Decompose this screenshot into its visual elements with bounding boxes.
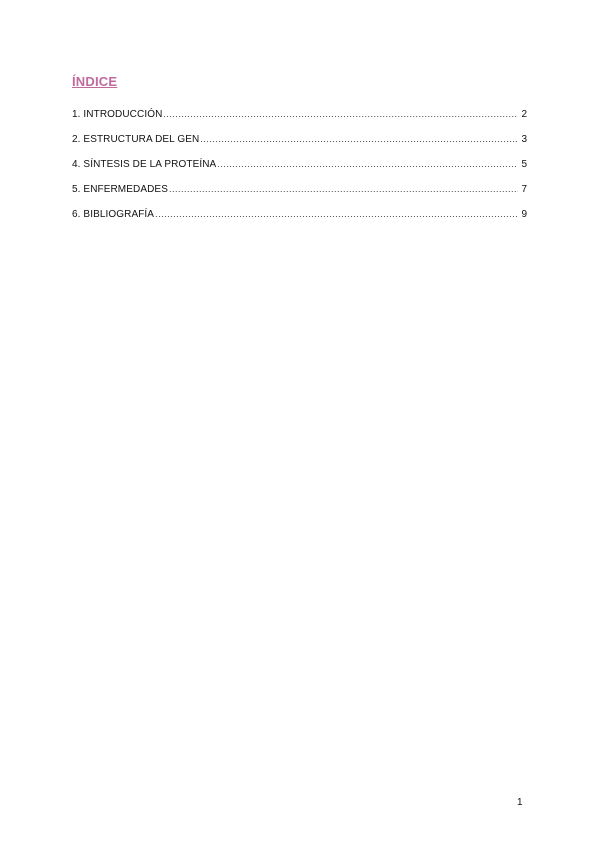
toc-entry-bibliografia[interactable] xyxy=(72,209,527,234)
toc-entry-sintesis-de-la-proteina[interactable] xyxy=(72,159,527,184)
toc-entry-title: 6. BIBLIOGRAFÍA xyxy=(72,209,155,220)
toc-entry-page: 2 xyxy=(521,109,527,120)
toc-entry-page: 3 xyxy=(521,134,527,145)
toc-dot-leader xyxy=(169,184,518,194)
toc-entry-title: 5. ENFERMEDADES xyxy=(72,184,168,195)
table-of-contents xyxy=(72,109,527,234)
toc-heading: ÍNDICE xyxy=(72,74,118,89)
page-number: 1 xyxy=(517,797,523,808)
toc-entry-page: 7 xyxy=(521,184,527,195)
toc-entry-title: 1. INTRODUCCIÓN xyxy=(72,109,163,120)
toc-entry-title: 2. ESTRUCTURA DEL GEN xyxy=(72,134,200,145)
toc-dot-leader xyxy=(217,159,518,169)
toc-entry-introduccion[interactable] xyxy=(72,109,527,134)
toc-dot-leader xyxy=(163,109,518,119)
toc-entry-title: 4. SÍNTESIS DE LA PROTEÍNA xyxy=(72,159,217,170)
toc-entry-estructura-del-gen[interactable] xyxy=(72,134,527,159)
toc-entry-page: 5 xyxy=(521,159,527,170)
toc-dot-leader xyxy=(155,209,518,219)
toc-dot-leader xyxy=(200,134,518,144)
toc-entry-page: 9 xyxy=(521,209,527,220)
toc-entry-enfermedades[interactable] xyxy=(72,184,527,209)
